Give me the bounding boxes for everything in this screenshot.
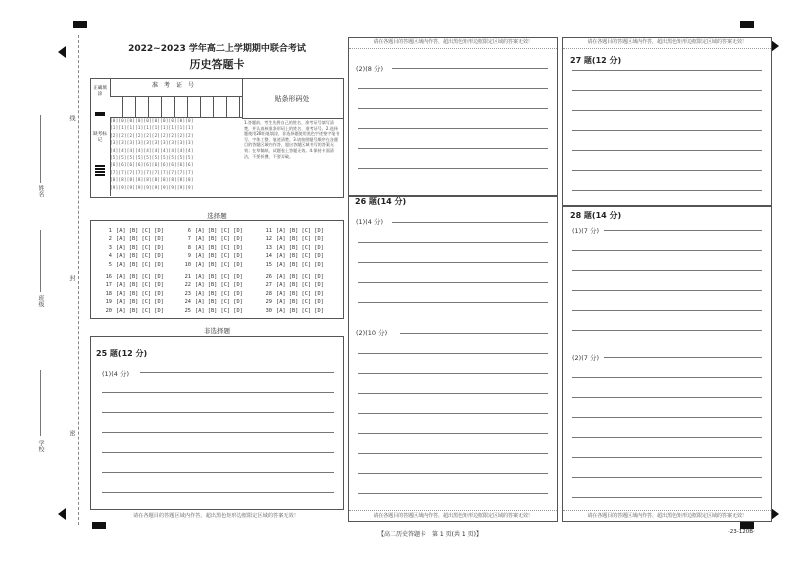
mc-options[interactable]: [A] [B] [C] [D] xyxy=(195,282,243,289)
mc-question-22[interactable] xyxy=(181,282,243,288)
mc-question-number: 27 xyxy=(265,282,272,289)
mc-question-number: 25 xyxy=(184,307,191,314)
answer-line[interactable] xyxy=(572,70,762,71)
mc-question-number: 15 xyxy=(265,261,272,268)
absent-tag: 缺考标记 xyxy=(93,132,107,143)
mc-question-number: 17 xyxy=(105,282,112,289)
mc-question-number: 3 xyxy=(108,244,112,251)
answer-line[interactable] xyxy=(392,68,548,69)
mc-options[interactable]: [A] [B] [C] [D] xyxy=(195,299,243,306)
instructions-text: 1.答题前，考生先将自己的姓名、准考证号填写清楚，并认真核准条形码上的姓名、准考证号。2.选择题使用2B铅笔填涂，非选择题使用黑色字迹签字笔书写，字体工整、笔迹清楚。3.请按照题号顺序在各题目的答题区域内作答，超出答题区域书写的答案无效；在草稿纸、试题卷上答题无效。4.保持卡面清洁，不要折叠、不要弄破。 xyxy=(244,120,340,159)
mc-question-number: 8 xyxy=(187,244,191,251)
mc-question-number: 10 xyxy=(184,261,191,268)
column-3-bottom xyxy=(562,206,772,522)
mc-question-number: 30 xyxy=(265,307,272,314)
mc-question-number: 21 xyxy=(184,274,191,280)
candidate-id-write-row[interactable] xyxy=(110,96,242,118)
mc-options[interactable]: [A] [B] [C] [D] xyxy=(195,253,243,260)
col3-header-notice: 请在各题目的答题区域内作答，超出黑色矩形边框限定区域的答案无效！ xyxy=(563,38,771,49)
col3-footer-notice: 请在各题目的答题区域内作答，超出黑色矩形边框限定区域的答案无效！ xyxy=(563,510,771,521)
q28-title: 28 题(14 分) xyxy=(570,211,622,220)
mc-question-26[interactable] xyxy=(262,274,324,280)
mc-question-number: 11 xyxy=(265,228,272,234)
binding-mark-1: 线 xyxy=(68,115,75,121)
mc-options[interactable]: [A] [B] [C] [D] xyxy=(195,307,243,314)
filled-example-mark xyxy=(95,112,105,116)
mc-question-number: 9 xyxy=(187,253,191,260)
mc-options[interactable]: [A] [B] [C] [D] xyxy=(276,299,324,306)
mc-question-number: 7 xyxy=(187,236,191,243)
page-code: ·23-120B· xyxy=(728,529,755,535)
mc-options[interactable]: [A] [B] [C] [D] xyxy=(276,307,324,314)
exam-subtitle: 历史答题卡 xyxy=(189,58,245,71)
col1-footer-notice: 请在各题目的答题区域内作答，超出黑色矩形边框限定区域的答案无效！ xyxy=(132,513,299,519)
answer-line[interactable] xyxy=(358,453,548,454)
answer-line[interactable] xyxy=(140,372,334,373)
answer-line[interactable] xyxy=(392,222,548,223)
answer-line[interactable] xyxy=(572,190,762,191)
answer-line[interactable] xyxy=(572,457,762,458)
mc-question-11[interactable] xyxy=(262,228,324,234)
answer-line[interactable] xyxy=(358,88,548,89)
mc-question-10[interactable] xyxy=(181,262,243,268)
mc-options[interactable]: [A] [B] [C] [D] xyxy=(195,228,243,234)
corner-triangle-right-top xyxy=(771,40,779,52)
mc-question-number: 14 xyxy=(265,253,272,260)
answer-line[interactable] xyxy=(572,290,762,291)
mc-question-9[interactable] xyxy=(181,253,243,259)
answer-line[interactable] xyxy=(572,250,762,251)
mc-question-number: 16 xyxy=(105,274,112,280)
mc-question-number: 23 xyxy=(184,290,191,297)
mc-options[interactable]: [A] [B] [C] [D] xyxy=(195,290,243,297)
answer-line[interactable] xyxy=(572,110,762,111)
answer-line[interactable] xyxy=(358,242,548,243)
mc-question-number: 20 xyxy=(105,307,112,314)
mc-options[interactable]: [A] [B] [C] [D] xyxy=(195,261,243,268)
answer-line[interactable] xyxy=(572,477,762,478)
answer-line[interactable] xyxy=(358,393,548,394)
mc-question-number: 12 xyxy=(265,236,272,243)
col2-footer-notice: 请在各题目的答题区域内作答，超出黑色矩形边框限定区域的答案无效！ xyxy=(349,510,557,521)
mc-question-4[interactable] xyxy=(102,253,164,259)
answer-line[interactable] xyxy=(400,333,548,334)
mc-options[interactable]: [A] [B] [C] [D] xyxy=(276,261,324,268)
q26-title: 26 题(14 分) xyxy=(355,197,407,206)
mc-options[interactable]: [A] [B] [C] [D] xyxy=(276,290,324,297)
mc-question-30[interactable] xyxy=(262,308,324,314)
mc-question-25[interactable] xyxy=(181,308,243,314)
answer-line[interactable] xyxy=(358,108,548,109)
school-field[interactable] xyxy=(40,370,41,436)
mc-question-5[interactable] xyxy=(102,262,164,268)
mc-options[interactable]: [A] [B] [C] [D] xyxy=(116,228,164,234)
mc-options[interactable]: [A] [B] [C] [D] xyxy=(116,307,164,314)
mc-question-number: 2 xyxy=(108,236,112,243)
answer-line[interactable] xyxy=(358,262,548,263)
answer-line[interactable] xyxy=(572,170,762,171)
mc-options[interactable]: [A] [B] [C] [D] xyxy=(116,282,164,289)
q28-part2-label: (2)(7 分) xyxy=(572,354,599,362)
answer-line[interactable] xyxy=(102,452,334,453)
mc-question-number: 4 xyxy=(108,253,112,260)
corner-triangle-left-top xyxy=(58,46,66,58)
column-2-top xyxy=(348,37,558,196)
mc-question-number: 19 xyxy=(105,299,112,306)
answer-line[interactable] xyxy=(572,397,762,398)
mc-question-7[interactable] xyxy=(181,236,243,242)
mc-question-8[interactable] xyxy=(181,245,243,251)
mc-question-12[interactable] xyxy=(262,236,324,242)
mc-question-29[interactable] xyxy=(262,299,324,305)
mc-question-number: 13 xyxy=(265,244,272,251)
mc-question-6[interactable] xyxy=(181,228,243,234)
answer-line[interactable] xyxy=(102,492,334,493)
answer-line[interactable] xyxy=(358,373,548,374)
q25-part2-label: (2)(8 分) xyxy=(356,65,383,73)
binding-mark-2: 封 xyxy=(68,275,75,281)
mc-options[interactable]: [A] [B] [C] [D] xyxy=(116,236,164,243)
answer-line[interactable] xyxy=(102,472,334,473)
mc-question-17[interactable] xyxy=(102,282,164,288)
answer-line[interactable] xyxy=(358,168,548,169)
col2-header-notice: 请在各题目的答题区域内作答，超出黑色矩形边框限定区域的答案无效！ xyxy=(349,38,557,49)
absent-checkbox[interactable] xyxy=(95,165,105,177)
registration-mark-top-right xyxy=(740,21,754,28)
answer-line[interactable] xyxy=(572,330,762,331)
answer-line[interactable] xyxy=(572,90,762,91)
mc-options[interactable]: [A] [B] [C] [D] xyxy=(116,244,164,251)
mc-question-number: 26 xyxy=(265,274,272,280)
q26-part1-label: (1)(4 分) xyxy=(356,218,383,226)
page-footer: 【高二历史答题卡 第 1 页(共 1 页)】 xyxy=(378,531,482,538)
mc-options[interactable]: [A] [B] [C] [D] xyxy=(276,236,324,243)
mc-question-16[interactable] xyxy=(102,274,164,280)
mc-question-number: 18 xyxy=(105,290,112,297)
answer-line[interactable] xyxy=(572,130,762,131)
barcode-label: 贴条形码处 xyxy=(274,95,310,103)
name-label: 姓名 xyxy=(37,185,44,197)
mc-options[interactable]: [A] [B] [C] [D] xyxy=(276,244,324,251)
answer-line[interactable] xyxy=(604,357,762,358)
answer-line[interactable] xyxy=(102,412,334,413)
mc-question-number: 6 xyxy=(187,228,191,234)
q28-part1-label: (1)(7 分) xyxy=(572,227,599,235)
mc-question-number: 5 xyxy=(108,261,112,268)
answer-line[interactable] xyxy=(572,377,762,378)
answer-line[interactable] xyxy=(358,473,548,474)
registration-mark-top-left xyxy=(73,21,87,28)
answer-line[interactable] xyxy=(102,392,334,393)
answer-line[interactable] xyxy=(358,282,548,283)
mc-options[interactable]: [A] [B] [C] [D] xyxy=(276,274,324,280)
mc-section-title: 选择题 xyxy=(207,212,227,220)
mc-question-number: 29 xyxy=(265,299,272,306)
mc-options[interactable]: [A] [B] [C] [D] xyxy=(116,253,164,260)
binding-mark-3: 密 xyxy=(68,430,75,436)
mc-options[interactable]: [A] [B] [C] [D] xyxy=(195,236,243,243)
mc-question-2[interactable] xyxy=(102,236,164,242)
mc-question-20[interactable] xyxy=(102,308,164,314)
registration-mark-bottom-right xyxy=(740,522,754,529)
mc-question-13[interactable] xyxy=(262,245,324,251)
mc-question-21[interactable] xyxy=(181,274,243,280)
filled-example-tag: 正确填涂 xyxy=(93,86,107,97)
candidate-id-bubble-grid[interactable]: [0][0][0][0][0][0][0][0][0][0] [1][1][1][1][1][1][1][1][1][1] [2][2][2][2][2][2][2][2][2][2] [3][3][3][3][3][3][3][3][3][3] [4][4][4][4][4][4][4][4][4][4] [5][5][5][5][5][5][5][5][5][5] [6][6][6][6][6][6][6][6][6][6] [7][7][7][7][7][7][7][7][7][7] [8][8][8][8][8][8][8][8][8][8] [9][9][9][9][9][9][9][9][9][9] xyxy=(110,119,194,191)
mc-question-14[interactable] xyxy=(262,253,324,259)
mc-options[interactable]: [A] [B] [C] [D] xyxy=(195,274,243,280)
mc-question-number: 22 xyxy=(184,282,191,289)
school-label: 学校 xyxy=(37,440,44,452)
q25-title: 25 题(12 分) xyxy=(96,349,148,358)
answer-line[interactable] xyxy=(572,310,762,311)
q27-title: 27 题(12 分) xyxy=(570,56,622,65)
mc-options[interactable]: [A] [B] [C] [D] xyxy=(116,290,164,297)
answer-line[interactable] xyxy=(572,497,762,498)
answer-line[interactable] xyxy=(358,493,548,494)
class-label: 班级 xyxy=(37,295,44,307)
mc-options[interactable]: [A] [B] [C] [D] xyxy=(195,244,243,251)
answer-line[interactable] xyxy=(358,353,548,354)
mc-options[interactable]: [A] [B] [C] [D] xyxy=(116,261,164,268)
binding-line xyxy=(78,35,79,525)
mc-question-number: 28 xyxy=(265,290,272,297)
corner-triangle-right-bottom xyxy=(771,508,779,520)
mc-question-15[interactable] xyxy=(262,262,324,268)
registration-mark-bottom-left xyxy=(92,522,106,529)
answer-line[interactable] xyxy=(572,437,762,438)
q25-part1-label: (1)(4 分) xyxy=(102,370,129,378)
mc-question-18[interactable] xyxy=(102,291,164,297)
mc-options[interactable]: [A] [B] [C] [D] xyxy=(276,253,324,260)
answer-line[interactable] xyxy=(358,148,548,149)
mc-question-1[interactable] xyxy=(102,228,164,234)
mc-question-3[interactable] xyxy=(102,245,164,251)
mc-question-27[interactable] xyxy=(262,282,324,288)
corner-triangle-left-bottom xyxy=(58,508,66,520)
answer-line[interactable] xyxy=(572,270,762,271)
mc-options[interactable]: [A] [B] [C] [D] xyxy=(276,228,324,234)
answer-line[interactable] xyxy=(572,417,762,418)
answer-line[interactable] xyxy=(358,302,548,303)
q26-part2-label: (2)(10 分) xyxy=(356,329,388,337)
mc-question-24[interactable] xyxy=(181,299,243,305)
mc-options[interactable]: [A] [B] [C] [D] xyxy=(276,282,324,289)
exam-title: 2022~2023 学年高二上学期期中联合考试 xyxy=(128,44,306,54)
mc-options[interactable]: [A] [B] [C] [D] xyxy=(116,274,164,280)
name-field[interactable] xyxy=(40,115,41,183)
answer-line[interactable] xyxy=(604,230,762,231)
mc-question-number: 1 xyxy=(108,228,112,234)
answer-line[interactable] xyxy=(358,128,548,129)
nonmc-section-title: 非选择题 xyxy=(204,327,230,335)
class-field[interactable] xyxy=(40,230,41,292)
mc-question-number: 24 xyxy=(184,299,191,306)
answer-line[interactable] xyxy=(358,413,548,414)
mc-options[interactable]: [A] [B] [C] [D] xyxy=(116,299,164,306)
mc-question-19[interactable] xyxy=(102,299,164,305)
q25-box xyxy=(90,336,344,510)
mc-question-28[interactable] xyxy=(262,291,324,297)
answer-line[interactable] xyxy=(572,150,762,151)
candidate-id-label: 准考证号 xyxy=(151,82,200,89)
mc-question-23[interactable] xyxy=(181,291,243,297)
answer-line[interactable] xyxy=(358,433,548,434)
answer-line[interactable] xyxy=(102,432,334,433)
